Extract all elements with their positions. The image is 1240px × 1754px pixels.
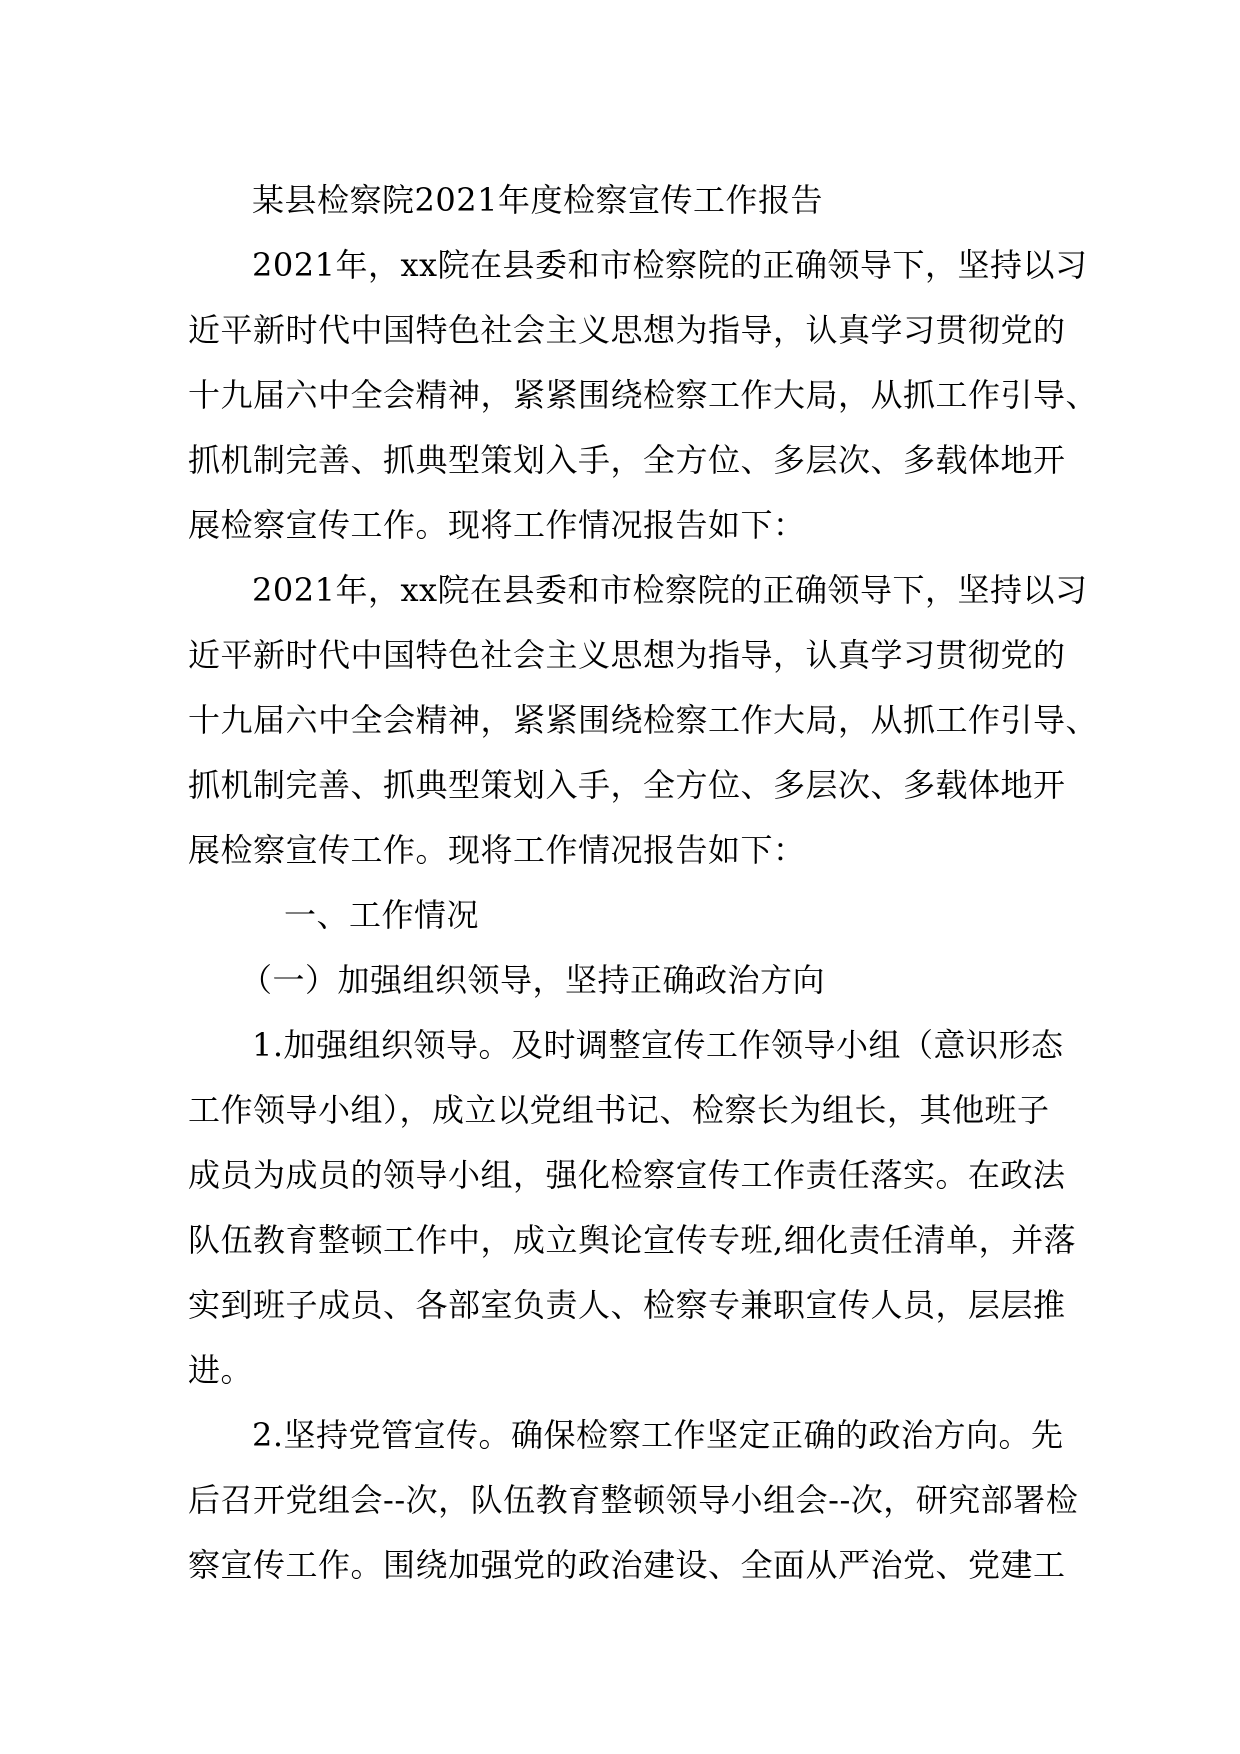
paragraph-line: 抓机制完善、抓典型策划入手，全方位、多层次、多载体地开 <box>188 766 1066 804</box>
paragraph-line: 近平新时代中国特色社会主义思想为指导，认真学习贯彻党的 <box>188 311 1066 349</box>
item-paragraph-2 <box>188 1403 1088 1598</box>
item-paragraph-1 <box>188 1013 1088 1403</box>
paragraph-intro-2 <box>188 558 1099 883</box>
paragraph-line: 成员为成员的领导小组，强化检察宣传工作责任落实。在政法 <box>188 1156 1066 1194</box>
section-heading: 一、工作情况 <box>284 896 480 934</box>
paragraph-line: 1.加强组织领导。及时调整宣传工作领导小组（意识形态 <box>252 1026 1064 1064</box>
document-body <box>188 168 1099 1598</box>
paragraph-intro-1 <box>188 233 1099 558</box>
paragraph-line: 近平新时代中国特色社会主义思想为指导，认真学习贯彻党的 <box>188 636 1066 674</box>
paragraph-line: 展检察宣传工作。现将工作情况报告如下： <box>188 831 806 869</box>
paragraph-line: 十九届六中全会精神，紧紧围绕检察工作大局，从抓工作引导、 <box>188 701 1099 739</box>
paragraph-line: 2.坚持党管宣传。确保检察工作坚定正确的政治方向。先 <box>252 1416 1064 1454</box>
subsection-heading: （一）加强组织领导，坚持正确政治方向 <box>240 961 826 999</box>
paragraph-line: 后召开党组会--次，队伍教育整顿领导小组会--次，研究部署检 <box>188 1481 1079 1519</box>
paragraph-line: 实到班子成员、各部室负责人、检察专兼职宣传人员，层层推 <box>188 1286 1066 1324</box>
paragraph-line: 展检察宣传工作。现将工作情况报告如下： <box>188 506 806 544</box>
paragraph-line: 抓机制完善、抓典型策划入手，全方位、多层次、多载体地开 <box>188 441 1066 479</box>
paragraph-line: 2021年，xx院在县委和市检察院的正确领导下，坚持以习 <box>252 571 1088 609</box>
paragraph-line: 工作领导小组），成立以党组书记、检察长为组长，其他班子 <box>188 1091 1050 1129</box>
paragraph-line: 察宣传工作。围绕加强党的政治建设、全面从严治党、党建工 <box>188 1546 1066 1584</box>
paragraph-line: 2021年，xx院在县委和市检察院的正确领导下，坚持以习 <box>252 246 1088 284</box>
paragraph-line: 十九届六中全会精神，紧紧围绕检察工作大局，从抓工作引导、 <box>188 376 1099 414</box>
paragraph-line: 队伍教育整顿工作中，成立舆论宣传专班,细化责任清单，并落 <box>188 1221 1077 1259</box>
paragraph-line: 进。 <box>188 1351 254 1389</box>
document-title: 某县检察院2021年度检察宣传工作报告 <box>252 181 823 219</box>
